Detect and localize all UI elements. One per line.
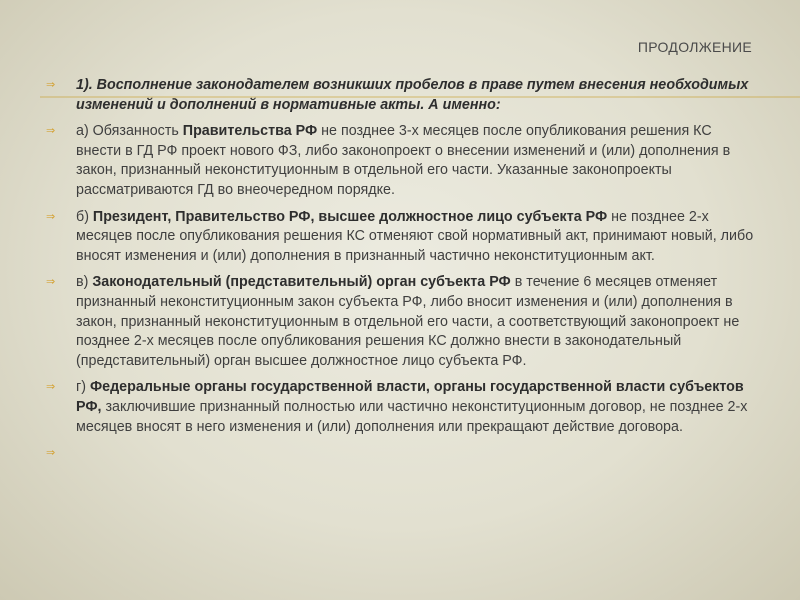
list-item-empty [46, 444, 758, 464]
bullet-arrow-icon: ⇒ [46, 381, 56, 394]
item-prefix: а) Обязанность [76, 123, 183, 140]
list-item-c [46, 273, 758, 371]
bullet-arrow-icon: ⇒ [46, 447, 56, 460]
item-lead-text: 1). Восполнение законодателем возникших пробелов в праве путем внесения необходимых изменений и дополнений в нормативные акты. А именно: [76, 77, 749, 113]
item-subject: Федеральные органы государственной власти, органы государственной власти субъектов РФ, [76, 379, 744, 415]
item-subject: Правительства РФ [182, 123, 318, 140]
item-text: в течение 6 месяцев отменяет признанный неконституционным закон субъекта РФ, либо вносит изменения и (или) дополнения в закон, признанный неконституционным в отдельной его части, а соответствующий законопроект не позднее 2-х месяцев после опубликования решения КС должно внести в законодательный (представительный) орган высшее должностное лицо субъекта РФ. [76, 274, 740, 369]
item-prefix: в) [76, 274, 93, 291]
bullet-arrow-icon: ⇒ [46, 210, 56, 223]
item-text: не позднее 2-х месяцев после опубликования решения КС отменяют свой нормативный акт, принимают новый, либо вносят изменения и (или) дополнения в признанный частично неконституционным акт. [76, 208, 754, 264]
item-prefix: г) [76, 379, 90, 396]
slide-body [46, 76, 758, 471]
item-prefix: б) [76, 208, 93, 225]
list-item-1 [46, 76, 758, 115]
item-subject: Президент, Правительство РФ, высшее должностное лицо субъекта РФ [92, 208, 608, 225]
bullet-arrow-icon: ⇒ [46, 79, 56, 91]
bullet-arrow-icon: ⇒ [46, 125, 56, 138]
list-item-b [46, 208, 758, 267]
item-subject: Законодательный (представительный) орган субъекта РФ [92, 274, 511, 291]
bullet-arrow-icon: ⇒ [46, 276, 56, 289]
item-text: заключившие признанный полностью или частично неконституционным договор, не позднее 2-х месяцев вносят в него изменения и (или) дополнения или прекращают действие договора. [76, 398, 748, 435]
list-item-a [46, 122, 758, 200]
slide-title: ПРОДОЛЖЕНИЕ [637, 39, 752, 55]
list-item-d [46, 378, 758, 437]
item-text: не позднее 3-х месяцев после опубликования решения КС внести в ГД РФ проект нового ФЗ, либо законопроект о внесении изменений и (или) дополнения в закон, признанный неконституционным в отдельной его части. Указанные законопроекты рассматриваются ГД во внеочередном порядке. [76, 123, 731, 198]
